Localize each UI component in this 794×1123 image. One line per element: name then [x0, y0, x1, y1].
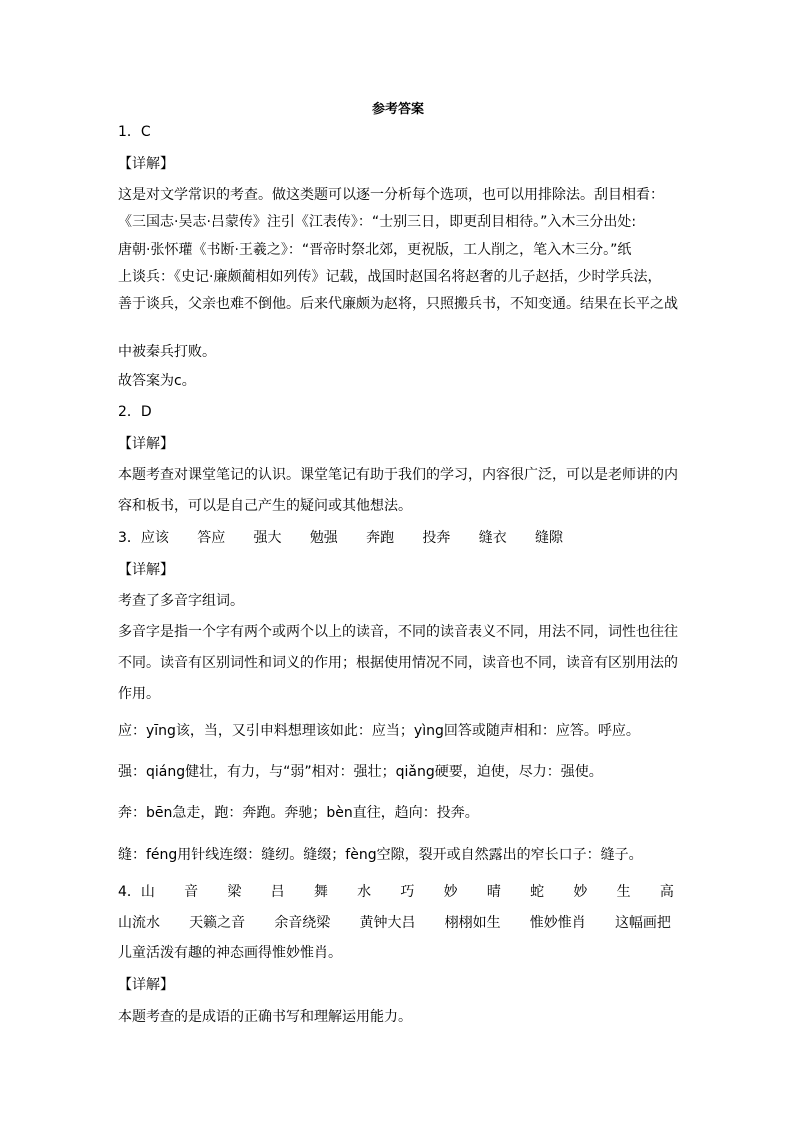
q3-body-line: 考查了多音字组词。 [118, 593, 244, 609]
q3-answer-prefix: 3．应该 [118, 530, 169, 546]
q3-note-ying: 应：yīng该，当，又引申料想理该如此：应当；yìng回答或随声相和：应答。呼应。 [118, 723, 640, 739]
q4-answer-char: 妙 [443, 884, 458, 900]
q4-answer-char: 水 [357, 884, 372, 900]
q3-answer-row [118, 528, 563, 548]
q3-note-qiang: 强：qiáng健壮，有力，与“弱”相对：强壮；qiǎng硬要，迫使，尽力：强使。 [118, 764, 603, 780]
q3-note-ben: 奔：bēn急走，跑：奔跑。奔驰；bèn直往，趋向：投奔。 [118, 805, 479, 821]
q4-answer-char: 梁 [227, 884, 242, 900]
q3-note-feng: 缝：féng用针线连缀：缝纫。缝缀；fèng空隙，裂开或自然露出的窄长口子：缝子。 [118, 847, 643, 863]
q4-answer-char: 生 [616, 884, 631, 900]
q3-answer-word: 奔跑 [366, 530, 395, 546]
q4-idiom: 山流水 [118, 915, 160, 931]
q2-body-line: 本题考查对课堂笔记的认识。课堂笔记有助于我们的学习，内容很广泛，可以是老师讲的内 [118, 467, 678, 483]
q4-idiom: 这幅画把 [614, 915, 671, 931]
q3-answer-word: 投奔 [422, 530, 451, 546]
q3-body-line: 不同。读音有区别词性和词义的作用；根据使用情况不同，读音也不同，读音有区别用法的 [118, 655, 678, 671]
q2-answer: 2．D [118, 404, 152, 420]
q3-answer-word: 缝隙 [535, 530, 563, 546]
q1-body-line: 唐朝·张怀瓘《书断·王羲之》：“晋帝时祭北郊，更祝版，工人削之，笔入木三分。”纸 [118, 242, 632, 258]
q2-heading: 【详解】 [118, 436, 174, 452]
q1-body-line: 善于谈兵，父亲也难不倒他。后来代廉颇为赵将，只照搬兵书，不知变通。结果在长平之战 [118, 296, 678, 312]
q1-body-line: 这是对文学常识的考查。做这类题可以逐一分析每个选项，也可以用排除法。刮目相看： [118, 187, 664, 203]
q4-answer-char: 蛇 [530, 884, 545, 900]
q3-heading: 【详解】 [118, 562, 174, 578]
q1-body-line: 上谈兵：《史记·廉颇蔺相如列传》记载，战国时赵国名将赵奢的儿子赵括，少时学兵法， [118, 269, 662, 285]
q4-idiom: 天籁之音 [189, 915, 246, 931]
q4-answer-char: 巧 [400, 884, 415, 900]
q2-body-line: 容和板书，可以是自己产生的疑问或其他想法。 [118, 498, 412, 514]
q3-body-line: 多音字是指一个字有两个或两个以上的读音，不同的读音表义不同，用法不同，词性也往往 [118, 624, 678, 640]
q4-answer-row [118, 882, 674, 902]
q4-heading: 【详解】 [118, 977, 174, 993]
q3-answer-word: 强大 [253, 530, 282, 546]
q1-conclusion: 故答案为c。 [118, 373, 196, 389]
q4-answer-char: 妙 [573, 884, 588, 900]
q4-idiom: 余音绕梁 [274, 915, 331, 931]
q3-body-line: 作用。 [118, 686, 160, 702]
q4-last-line: 儿童活泼有趣的神态画得惟妙惟肖。 [118, 945, 342, 961]
q3-answer-word: 缝衣 [478, 530, 507, 546]
q1-body-line: 中被秦兵打败。 [118, 344, 216, 360]
q4-idiom: 栩栩如生 [444, 915, 501, 931]
q4-idiom: 惟妙惟肖 [529, 915, 586, 931]
q3-answer-word: 勉强 [309, 530, 338, 546]
q1-answer: 1．C [118, 124, 151, 140]
page-title: 参考答案 [371, 102, 424, 117]
q1-body-line: 《三国志·吴志·吕蒙传》注引《江表传》：“士别三日，即更刮目相待。”入木三分出处: [118, 214, 637, 230]
q4-answer-char: 晴 [486, 884, 501, 900]
q4-answer-char: 舞 [313, 884, 328, 900]
q4-idiom-row [118, 913, 671, 933]
q3-answer-word: 答应 [197, 530, 226, 546]
q4-answer-char: 吕 [270, 884, 285, 900]
q4-answer-char: 音 [184, 884, 199, 900]
q4-idiom: 黄钟大吕 [359, 915, 416, 931]
q4-answer-char: 高 [659, 884, 674, 900]
q4-body-line: 本题考查的是成语的正确书写和理解运用能力。 [118, 1009, 412, 1025]
q1-heading: 【详解】 [118, 156, 174, 172]
q4-answer-prefix: 4．山 [118, 884, 155, 900]
